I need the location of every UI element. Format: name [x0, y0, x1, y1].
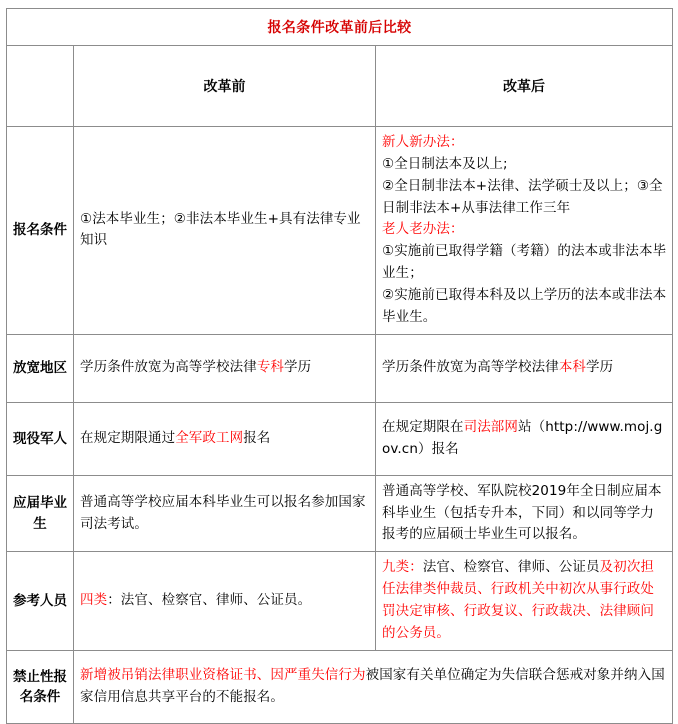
row-label-registration-conditions: 报名条件: [7, 127, 74, 335]
after-prefix: 学历条件放宽为高等学校法律: [382, 359, 559, 376]
row-label-relaxed-regions: 放宽地区: [7, 334, 74, 402]
page-title: 报名条件改革前后比较: [267, 20, 412, 36]
row-label-prohibitive-conditions: 禁止性报名条件: [7, 650, 74, 723]
header-before-cell: [74, 46, 376, 127]
old-policy-item-2: ②实施前已取得本科及以上学历的法本或非法本毕业生。: [382, 287, 667, 325]
header-before-label: 改革前: [203, 79, 246, 95]
table-title-row: [7, 9, 673, 46]
after-text-block: [376, 127, 672, 334]
header-after-cell: [376, 46, 673, 127]
before-prefix: 在规定期限通过: [80, 429, 176, 446]
table-row: [7, 127, 673, 335]
row-after-eligible-participants: [376, 552, 673, 650]
table-row: [7, 552, 673, 650]
after-prefix: 在规定期限在: [382, 418, 464, 435]
old-policy-heading: 老人老办法：: [382, 221, 464, 238]
after-text: 普通高等学校、军队院校2019年全日制应届本科毕业生（包括专升本，下同）和以同等学力报考的应届硕士毕业生可以报名。: [382, 482, 662, 543]
before-text: 普通高等学校应届本科毕业生可以报名参加国家司法考试。: [80, 493, 366, 532]
full-rest: 被国家有关单位确定为失信联合惩戒对象并纳入国家信用信息共享平台的不能报名。: [80, 666, 665, 705]
row-before-active-duty-military: [74, 402, 376, 475]
before-text: ①法本毕业生；②非法本毕业生+具有法律专业知识: [80, 210, 361, 249]
row-label-active-duty-military: 现役军人: [7, 402, 74, 475]
after-text: [376, 412, 672, 466]
before-text: [74, 585, 375, 617]
after-black-mid: 法官、检察官、律师、公证员: [422, 559, 600, 576]
new-policy-item-2: ②全日制非法本+法律、法学硕士及以上；③全日制非法本+从事法律工作三年: [382, 177, 663, 216]
new-policy-item-1: ①全日制法本及以上;: [382, 155, 508, 172]
before-text: [74, 423, 375, 455]
header-after-label: 改革后: [503, 79, 545, 95]
before-rest: ：法官、检察官、律师、公证员。: [107, 592, 312, 609]
row-before-relaxed-regions: [74, 334, 376, 402]
table-row: [7, 475, 673, 552]
before-suffix: 学历: [284, 359, 312, 376]
after-highlight: 本科: [558, 359, 587, 376]
row-after-relaxed-regions: [376, 334, 673, 402]
row-before-eligible-participants: [74, 552, 376, 650]
new-policy-heading: 新人新办法：: [382, 134, 464, 150]
after-highlight-2: 及初次担任法律类仲裁员、行政机关中初次从事行政处罚决定审核、行政复议、行政裁决、法律顾问的公务员。: [382, 559, 655, 641]
before-prefix: 学历条件放宽为高等学校法律: [80, 359, 257, 376]
after-suffix: 学历: [586, 359, 614, 376]
table-row: [7, 650, 673, 723]
after-highlight: 司法部网: [463, 418, 519, 435]
full-text: [74, 660, 672, 714]
row-after-fresh-graduates: [376, 475, 673, 552]
comparison-table: [6, 8, 673, 724]
after-text: [376, 352, 672, 384]
row-before-fresh-graduates: [74, 475, 376, 552]
after-text: [376, 552, 672, 649]
before-text: [74, 352, 375, 384]
before-suffix: 报名: [243, 429, 271, 446]
row-label-eligible-participants: 参考人员: [7, 552, 74, 650]
row-after-active-duty-military: [376, 402, 673, 475]
table-header-row: [7, 46, 673, 127]
after-suffix: 站（http://www.moj.gov.cn）报名: [382, 418, 663, 457]
full-highlight: 新增被吊销法律职业资格证书、因严重失信行为: [80, 666, 366, 683]
before-highlight: 专科: [256, 359, 285, 376]
row-full-prohibitive-conditions: [74, 650, 673, 723]
table-row: [7, 402, 673, 475]
table-title-cell: [7, 9, 673, 46]
header-corner-label: [7, 81, 73, 91]
table-row: [7, 334, 673, 402]
row-before-registration-conditions: [74, 127, 376, 335]
old-policy-item-1: ①实施前已取得学籍（考籍）的法本或非法本毕业生；: [382, 243, 667, 282]
row-after-registration-conditions: [376, 127, 673, 335]
before-highlight: 四类: [80, 592, 108, 609]
after-highlight-1: 九类：: [382, 559, 423, 576]
row-label-fresh-graduates: 应届毕业生: [7, 475, 74, 552]
before-highlight: 全军政工网: [175, 429, 244, 446]
header-corner-cell: [7, 46, 74, 127]
